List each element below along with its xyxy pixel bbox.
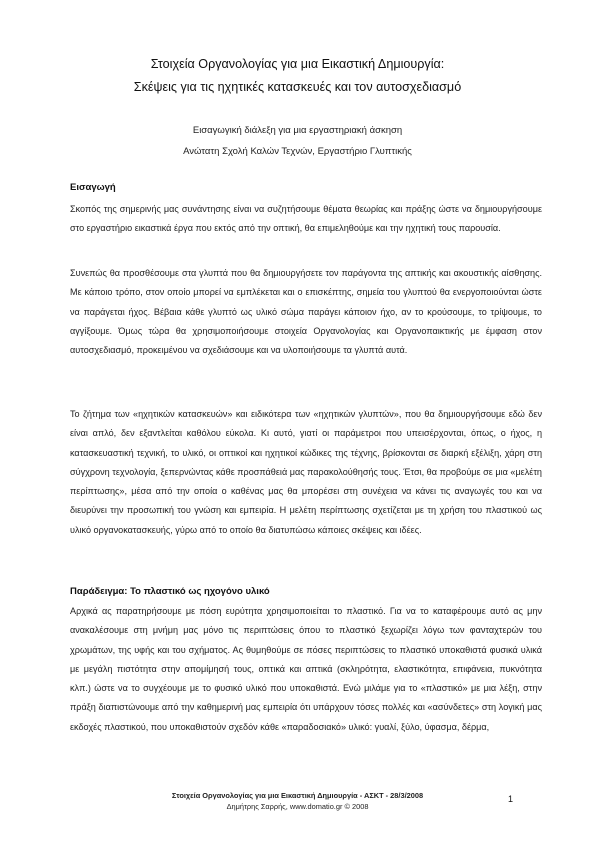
section-heading-example: Παράδειγμα: Το πλαστικό ως ηχογόνο υλικό (70, 586, 270, 597)
example-paragraph-1: Αρχικά ας παρατηρήσουμε με πόση ευρύτητα χρησιμοποιείται το πλαστικό. Για να το καταφέρουμε αυτό ας μην ανακαλέσουμε στη μνήμη μας μόνο τις περιπτώσεις όπου το πλαστικό ξεχωρίζει λόγω των φανταχτερών του χρωμάτων, της υφής και του σχήματος. Ας θυμηθούμε σε πόσες περιπτώσεις το πλαστικό υποκαθιστά φυσικά υλικά με μεγάλη πιστότητα στην απομίμησή τους, οπτικά και απτικά (σκληρότητα, ελαστικότητα, επιφάνεια, πυκνότητα κλπ.) ώστε να το συγχέουμε με το φυσικό υλικό που υποκαθιστά. Ενώ μιλάμε για το «πλαστικό» με μια λέξη, στην πράξη διαπιστώνουμε από την καθημερινή μας εμπειρία ότι υπάρχουν τόσες πολλές και «ασύνδετες» στη λογική μας εκδοχές πλαστικού, που υποκαθιστούν σχεδόν κάθε «παραδοσιακό» υλικό: γυαλί, ξύλο, ύφασμα, δέρμα, (70, 606, 542, 732)
section-heading-intro: Εισαγωγή (70, 182, 116, 193)
intro-paragraph-1: Σκοπός της σημερινής μας συνάντησης είναι να συζητήσουμε θέματα θεωρίας και πράξης ώστε να δημιουργήσουμε στο εργαστήριο εικαστικά έργα που εκτός από την οπτική, θα επιμεληθούμε και την ηχητική τους παρουσία. (70, 204, 542, 234)
intro-paragraph-2: Συνεπώς θα προσθέσουμε στα γλυπτά που θα δημιουργήσετε τον παράγοντα της απτικής και ακουστικής αίσθησης. Με κάποιο τρόπο, στον οποίο μπορεί να εμπλέκεται και ο επισκέπτης, σημεία του γλυπτού θα ενεργοποιούνται ώστε να παράγεται ήχος. Βέβαια κάθε γλυπτό ως υλικό σώμα παράγει κάποιον ήχο, αν το κρούσουμε, το τρίψουμε, το αγγίξουμε. Όμως τώρα θα χρησιμοποιήσουμε στοιχεία Οργανολογίας και Οργανοπαικτικής με έμφαση στον αυτοσχεδιασμό, προκειμένου να σχεδιάσουμε και να υλοποιήσουμε τα γλυπτά αυτά. (70, 268, 542, 356)
institution-line: Ανώτατη Σχολή Καλών Τεχνών, Εργαστήριο Γλυπτικής (183, 146, 412, 157)
footer-author: Δημήτρης Σαρρής, www.domatio.gr © 2008 (226, 802, 369, 811)
document-subtitle: Σκέψεις για τις ηχητικές κατασκευές και τον αυτοσχεδιασμό (133, 80, 462, 94)
page-number: 1 (508, 794, 514, 804)
document-title: Στοιχεία Οργανολογίας για μια Εικαστική Δημιουργία: (150, 57, 445, 71)
intro-paragraph-3: Το ζήτημα των «ηχητικών κατασκευών» και ειδικότερα των «ηχητικών γλυπτών», που θα δημιουργήσουμε εδώ δεν είναι απλό, δεν εξαντλείται καθόλου εύκολα. Κι αυτό, γιατί οι παράμετροι που υπεισέρχονται, όπως, ο ήχος, η κατασκευαστική τεχνική, το υλικό, οι οπτικοί και ηχητικοί κώδικες της τέχνης, βρίσκονται σε διαρκή εξέλιξη, χάρη στη σύγχρονη τεχνολογία, ξεπερνώντας κάθε προσπάθειά μας παρακολούθησής τους. Έτσι, θα προβούμε σε μια «μελέτη περίπτωσης», μέσα από την οποία ο καθένας μας θα μπορέσει στη συνέχεια να κάνει τις αναγωγές του και να διευρύνει την προσωπική του γνώση και εμπειρία. Η μελέτη περίπτωσης σχετίζεται με τη χρήση του πλαστικού ως υλικό οργανοκατασκευής, γύρω από το οποίο θα διατυπώσω κάποιες σκέψεις και ιδέες. (70, 409, 542, 535)
lecture-description: Εισαγωγική διάλεξη για μια εργαστηριακή άσκηση (192, 125, 403, 136)
footer-title: Στοιχεία Οργανολογίας για μια Εικαστική Δημιουργία - ΑΣΚΤ - 28/3/2008 (171, 791, 424, 800)
